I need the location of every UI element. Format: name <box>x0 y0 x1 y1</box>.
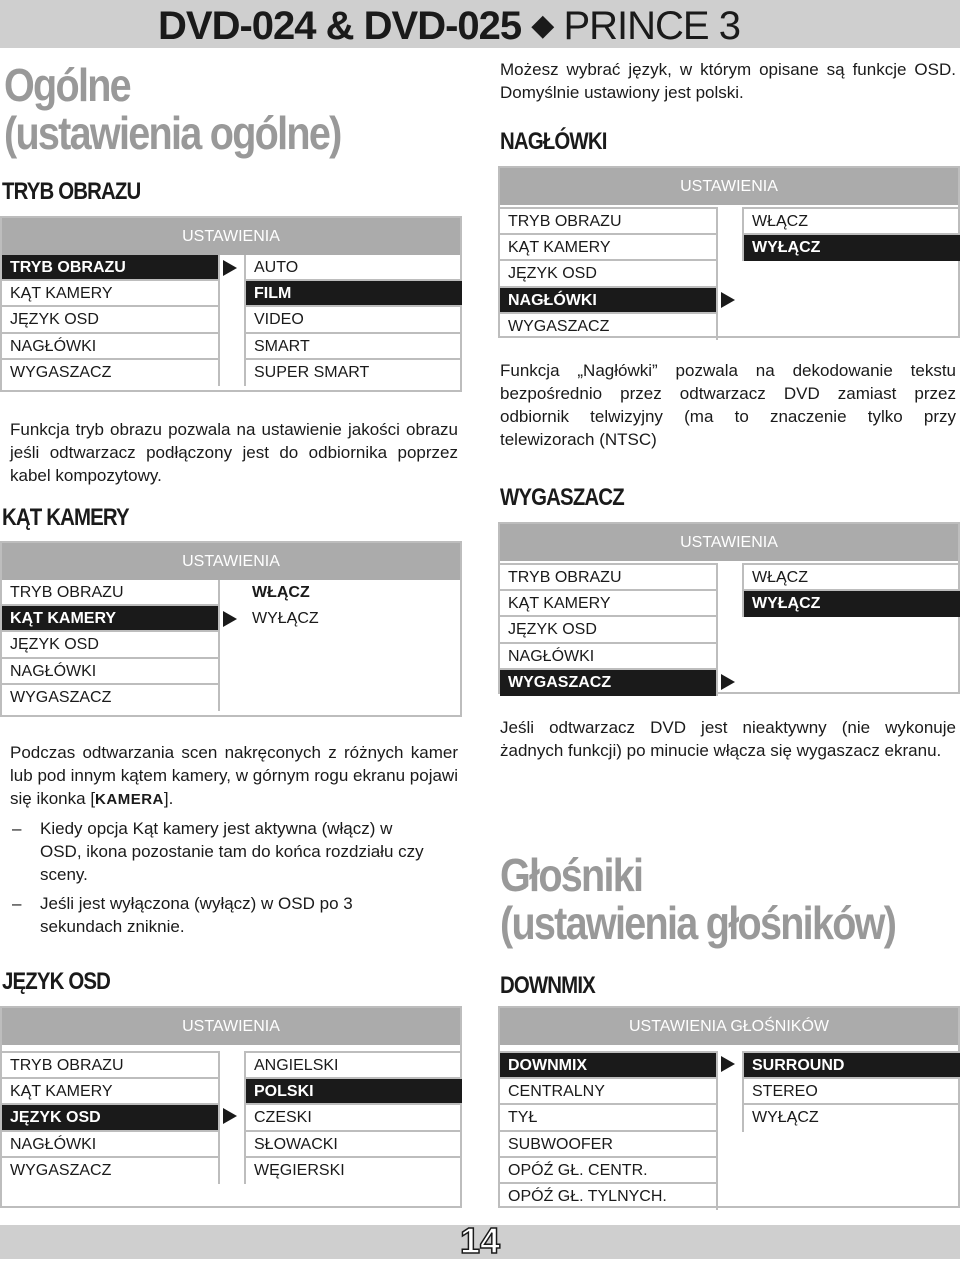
option-wylacz[interactable]: WYŁĄCZ <box>752 1109 819 1127</box>
option-auto[interactable]: AUTO <box>246 255 462 281</box>
option-wylacz[interactable]: WYŁĄCZ <box>252 610 319 628</box>
section-naglowki: NAGŁÓWKI <box>500 128 607 155</box>
menu-item-kat-kamery[interactable]: KĄT KAMERY <box>2 1079 218 1105</box>
jezyk-osd-description: Możesz wybrać język, w którym opisane są funkcje OSD. Domyślnie ustawiony jest polski. <box>500 60 956 102</box>
menu-item-opoz-gl-centr[interactable]: OPÓŹ GŁ. CENTR. <box>500 1158 716 1184</box>
menu-item-tryb-obrazu[interactable]: TRYB OBRAZU <box>500 209 716 235</box>
menu-item-tryb-obrazu[interactable]: TRYB OBRAZU <box>500 565 716 591</box>
kat-kamery-bullets <box>0 817 425 944</box>
menu-tryb-obrazu <box>0 216 462 392</box>
menu-item-naglowki[interactable]: NAGŁÓWKI <box>500 644 716 670</box>
menu-item-wygaszacz[interactable]: WYGASZACZ <box>10 363 112 381</box>
menu-item-kat-kamery[interactable]: KĄT KAMERY <box>2 606 218 632</box>
option-wylacz[interactable]: WYŁĄCZ <box>744 235 960 261</box>
menu-header: USTAWIENIA <box>500 168 958 205</box>
header-model: DVD-024 & DVD-025 <box>158 4 522 48</box>
menu-item-wygaszacz[interactable]: WYGASZACZ <box>10 1161 112 1179</box>
option-smart[interactable]: SMART <box>246 334 462 360</box>
menu-item-kat-kamery[interactable]: KĄT KAMERY <box>500 591 716 617</box>
menu-item-jezyk-osd[interactable]: JĘZYK OSD <box>500 617 716 643</box>
wygaszacz-description: Jeśli odtwarzacz DVD jest nieaktywny (nie wykonuje żadnych funkcji) po minucie włącza się wygaszacz ekranu. <box>500 718 956 760</box>
option-wlacz[interactable]: WŁĄCZ <box>252 584 310 601</box>
header-title <box>158 4 740 48</box>
menu-item-jezyk-osd[interactable]: JĘZYK OSD <box>500 261 716 287</box>
naglowki-description: Funkcja „Nagłówki” pozwala na dekodowanie tekstu bezpośrednio przez odtwarzacz DVD zamiast przez odbiornik telwizyjny (ma to znaczenie tylko przy telewizorach (NTSC) <box>500 361 956 449</box>
menu-kat-kamery <box>0 541 462 717</box>
page-number: 14 <box>459 1220 501 1261</box>
menu-item-wygaszacz[interactable]: WYGASZACZ <box>508 317 610 335</box>
menu-item-downmix[interactable]: DOWNMIX <box>500 1053 716 1079</box>
menu-header: USTAWIENIA GŁOŚNIKÓW <box>500 1008 958 1045</box>
option-polski[interactable]: POLSKI <box>246 1079 462 1105</box>
menu-item-tryb-obrazu[interactable]: TRYB OBRAZU <box>2 580 218 606</box>
option-czeski[interactable]: CZESKI <box>246 1105 462 1131</box>
arrow-right-icon <box>721 292 735 308</box>
option-super-smart[interactable]: SUPER SMART <box>254 363 370 381</box>
glosniki-title-line-1: Głośniki <box>500 849 643 901</box>
section-wygaszacz: WYGASZACZ <box>500 484 624 511</box>
bullet-item: – Jeśli jest wyłączona (wyłącz) w OSD po 3 sekundach zniknie. <box>0 892 425 938</box>
menu-item-tryb-obrazu[interactable]: TRYB OBRAZU <box>2 255 218 281</box>
menu-item-tryb-obrazu[interactable]: TRYB OBRAZU <box>2 1053 218 1079</box>
menu-item-centralny[interactable]: CENTRALNY <box>500 1079 716 1105</box>
header-product: PRINCE 3 <box>563 4 740 48</box>
arrow-right-icon <box>721 1056 735 1072</box>
option-angielski[interactable]: ANGIELSKI <box>246 1053 462 1079</box>
menu-downmix <box>498 1006 960 1208</box>
kat-desc-end: ]. <box>163 789 174 808</box>
menu-item-kat-kamery[interactable]: KĄT KAMERY <box>500 235 716 261</box>
menu-item-naglowki[interactable]: NAGŁÓWKI <box>2 1132 218 1158</box>
menu-header: USTAWIENIA <box>2 543 460 580</box>
menu-item-naglowki[interactable]: NAGŁÓWKI <box>2 334 218 360</box>
kat-desc-text: Podczas odtwarzania scen nakręconych z różnych kamer lub pod innym kątem kamery, w górnym rogu ekranu pojawi się ikonka [ <box>10 743 458 808</box>
menu-item-tyl[interactable]: TYŁ <box>500 1105 716 1131</box>
section-jezyk-osd: JĘZYK OSD <box>2 968 110 995</box>
option-wlacz[interactable]: WŁĄCZ <box>744 565 960 591</box>
arrow-right-icon <box>721 674 735 690</box>
menu-item-naglowki[interactable]: NAGŁÓWKI <box>500 288 716 314</box>
option-wlacz[interactable]: WŁĄCZ <box>744 209 960 235</box>
menu-header: USTAWIENIA <box>2 218 460 255</box>
menu-item-jezyk-osd[interactable]: JĘZYK OSD <box>2 632 218 658</box>
arrow-right-icon <box>223 1108 237 1124</box>
menu-item-naglowki[interactable]: NAGŁÓWKI <box>2 659 218 685</box>
option-wylacz[interactable]: WYŁĄCZ <box>744 591 960 617</box>
menu-naglowki <box>498 166 960 338</box>
option-surround[interactable]: SURROUND <box>744 1053 960 1079</box>
arrow-right-icon <box>223 611 237 627</box>
menu-item-wygaszacz[interactable]: WYGASZACZ <box>500 670 716 696</box>
menu-jezyk-osd <box>0 1006 462 1208</box>
menu-item-wygaszacz[interactable]: WYGASZACZ <box>10 688 112 706</box>
menu-header: USTAWIENIA <box>500 524 958 561</box>
main-title-line-2: (ustawienia ogólne) <box>4 107 341 159</box>
main-title-line-1: Ogólne <box>4 59 130 111</box>
section-tryb-obrazu: TRYB OBRAZU <box>2 178 141 205</box>
option-video[interactable]: VIDEO <box>246 307 462 333</box>
kamera-icon: KAMERA <box>95 791 164 808</box>
section-kat-kamery: KĄT KAMERY <box>2 504 129 531</box>
menu-item-opoz-gl-tylnych[interactable]: OPÓŹ GŁ. TYLNYCH. <box>508 1187 667 1205</box>
menu-item-subwoofer[interactable]: SUBWOOFER <box>500 1132 716 1158</box>
kat-kamery-description <box>10 741 458 811</box>
section-downmix: DOWNMIX <box>500 972 595 999</box>
diamond-icon: ◆ <box>531 9 554 42</box>
bullet-item: – Kiedy opcja Kąt kamery jest aktywna (włącz) w OSD, ikona pozostanie tam do końca rozdziału czy sceny. <box>0 817 425 886</box>
arrow-right-icon <box>223 260 237 276</box>
menu-item-kat-kamery[interactable]: KĄT KAMERY <box>2 281 218 307</box>
tryb-obrazu-description: Funkcja tryb obrazu pozwala na ustawienie jakości obrazu jeśli odtwarzacz podłączony jest do odbiornika poprzez kabel kompozytowy. <box>10 420 458 485</box>
menu-item-jezyk-osd[interactable]: JĘZYK OSD <box>2 307 218 333</box>
option-film[interactable]: FILM <box>246 281 462 307</box>
option-slowacki[interactable]: SŁOWACKI <box>246 1132 462 1158</box>
glosniki-title-line-2: (ustawienia głośników) <box>500 897 896 949</box>
option-wegierski[interactable]: WĘGIERSKI <box>254 1161 345 1179</box>
menu-wygaszacz <box>498 522 960 694</box>
menu-item-jezyk-osd[interactable]: JĘZYK OSD <box>2 1105 218 1131</box>
menu-header: USTAWIENIA <box>2 1008 460 1045</box>
option-stereo[interactable]: STEREO <box>744 1079 960 1105</box>
